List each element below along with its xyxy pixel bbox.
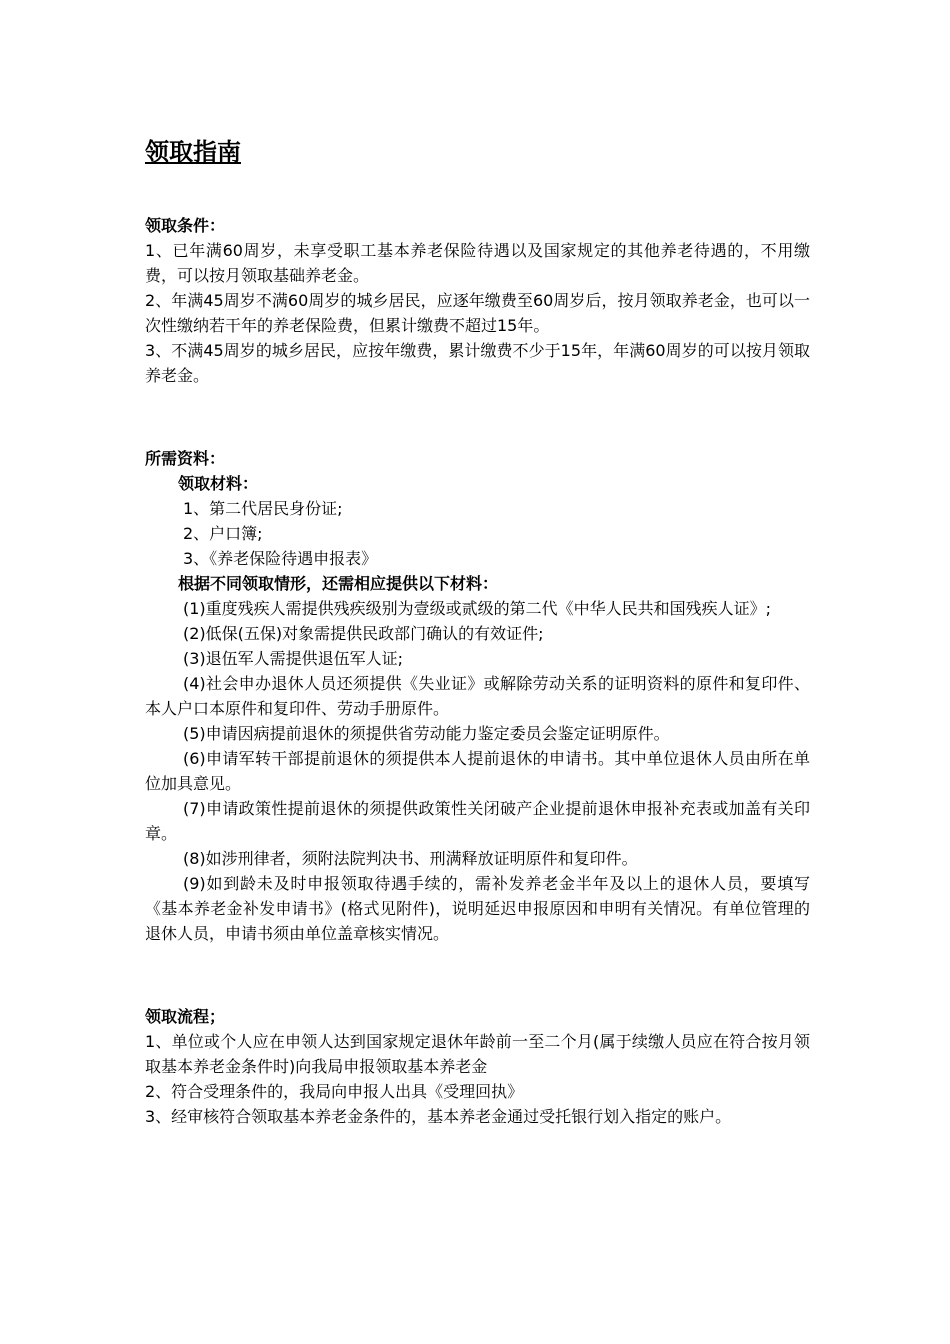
process-step: 3、经审核符合领取基本养老金条件的，基本养老金通过受托银行划入指定的账户。 [145, 1107, 732, 1126]
process-heading: 领取流程； [145, 1007, 226, 1026]
condition-item: 2、年满45周岁不满60周岁的城乡居民，应逐年缴费至60周岁后，按月领取养老金，也可以一次性缴纳若干年的养老保险费，但累计缴费不超过15年。 [145, 291, 810, 335]
process-step: 2、符合受理条件的，我局向申报人出具《受理回执》 [145, 1082, 524, 1101]
materials-section [145, 446, 810, 946]
extra-material-item: (1)重度残疾人需提供残疾级别为壹级或贰级的第二代《中华人民共和国残疾人证》; [183, 599, 772, 618]
materials-heading: 所需资料： [145, 449, 226, 468]
extra-material-item: (7)申请政策性提前退休的须提供政策性关闭破产企业提前退休申报补充表或加盖有关印章。 [145, 799, 810, 843]
extra-materials-heading: 根据不同领取情形，还需相应提供以下材料： [178, 574, 499, 593]
extra-material-item: (3)退伍军人需提供退伍军人证; [183, 649, 404, 668]
material-item: 1、第二代居民身份证; [183, 499, 343, 518]
extra-material-item: (5)申请因病提前退休的须提供省劳动能力鉴定委员会鉴定证明原件。 [183, 724, 670, 743]
extra-material-item: (2)低保(五保)对象需提供民政部门确认的有效证件; [183, 624, 544, 643]
page-title: 领取指南 [145, 138, 241, 166]
conditions-section [145, 213, 810, 388]
materials-sub-heading: 领取材料： [178, 474, 259, 493]
material-item: 3、《养老保险待遇申报表》 [183, 549, 378, 568]
material-item: 2、户口簿; [183, 524, 263, 543]
condition-item: 3、不满45周岁的城乡居民，应按年缴费，累计缴费不少于15年，年满60周岁的可以按月领取养老金。 [145, 341, 810, 385]
extra-material-item: (8)如涉刑律者，须附法院判决书、刑满释放证明原件和复印件。 [183, 849, 638, 868]
extra-material-item: (4)社会申办退休人员还须提供《失业证》或解除劳动关系的证明资料的原件和复印件、本人户口本原件和复印件、劳动手册原件。 [145, 674, 810, 718]
condition-item: 1、已年满60周岁，未享受职工基本养老保险待遇以及国家规定的其他养老待遇的，不用缴费，可以按月领取基础养老金。 [145, 241, 810, 285]
document-body [145, 135, 810, 1187]
extra-material-item: (6)申请军转干部提前退休的须提供本人提前退休的申请书。其中单位退休人员由所在单位加具意见。 [145, 749, 810, 793]
process-step: 1、单位或个人应在申领人达到国家规定退休年龄前一至二个月(属于续缴人员应在符合按月领取基本养老金条件时)向我局申报领取基本养老金 [145, 1032, 810, 1076]
extra-material-item: (9)如到龄未及时申报领取待遇手续的，需补发养老金半年及以上的退休人员，要填写《基本养老金补发申请书》(格式见附件)，说明延迟申报原因和申明有关情况。有单位管理的退休人员，申请书须由单位盖章核实情况。 [145, 874, 810, 943]
conditions-heading: 领取条件： [145, 216, 226, 235]
process-section [145, 1004, 810, 1129]
